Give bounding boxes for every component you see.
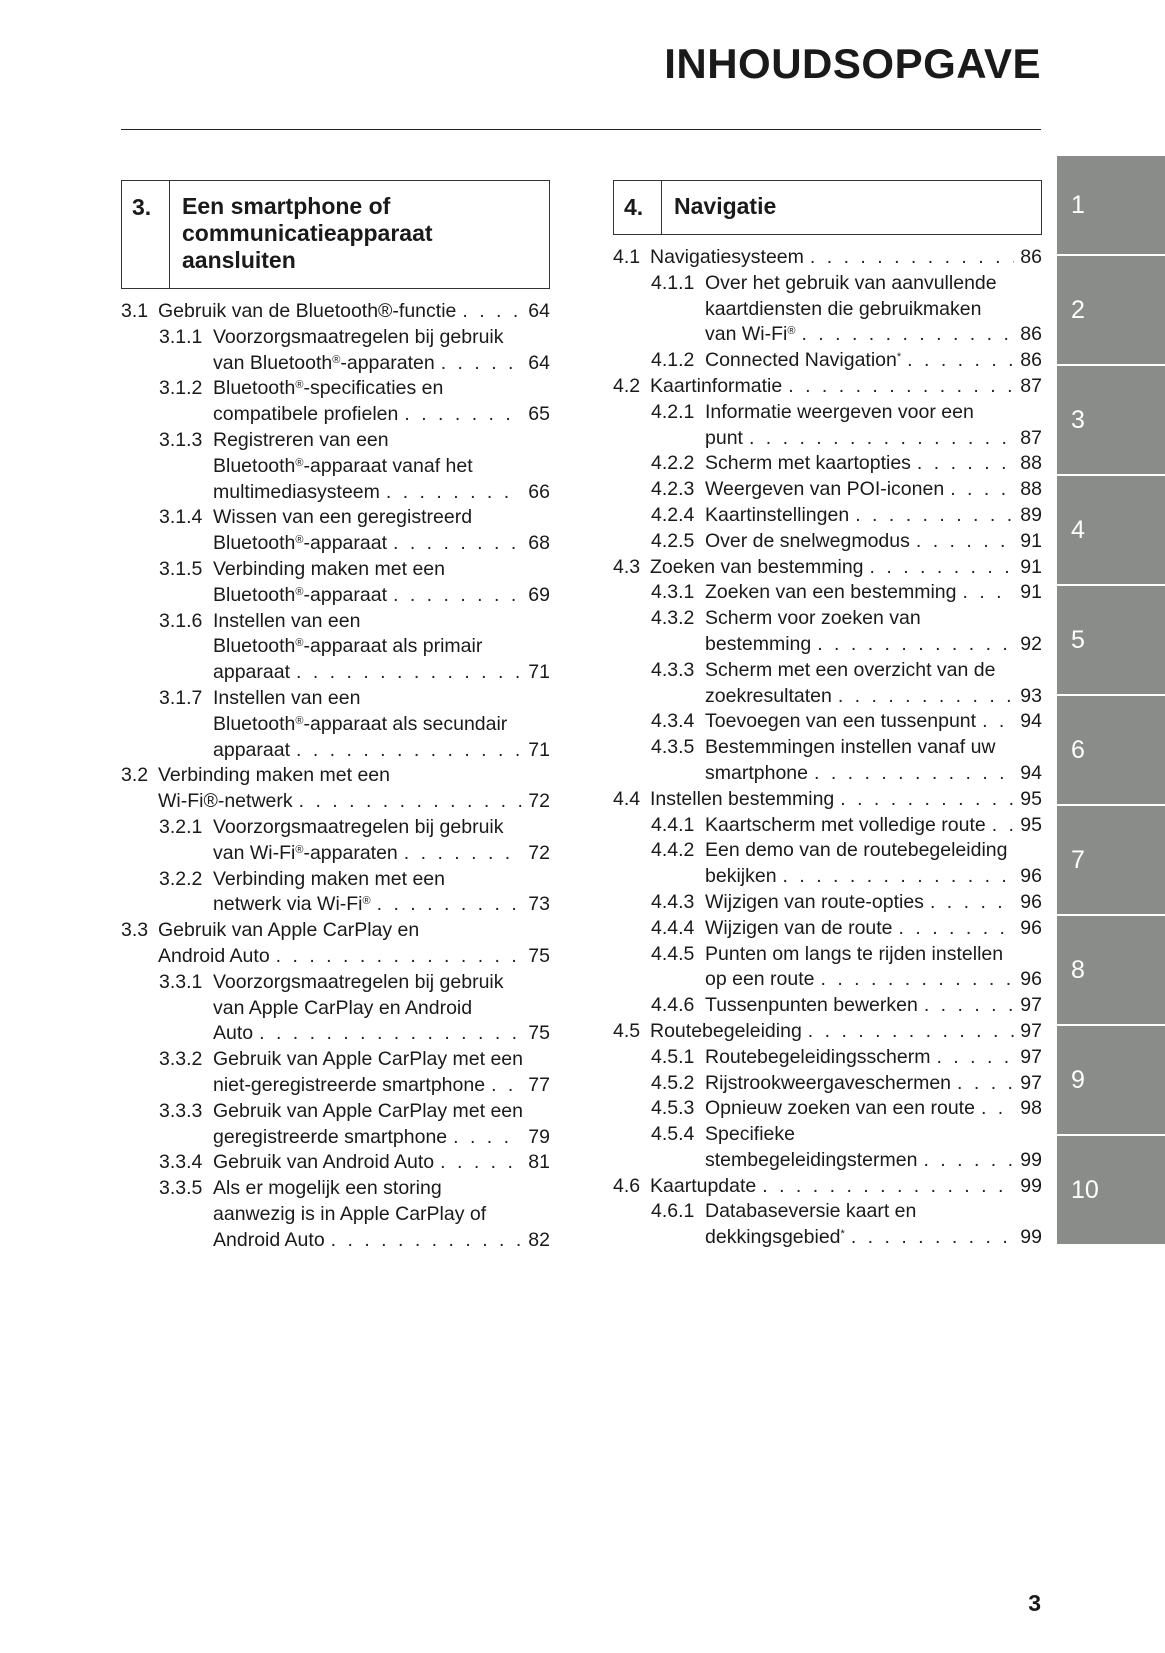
toc-entry-text: netwerk via Wi-Fi® <box>213 893 371 916</box>
toc-entry-text: Verbinding maken met een <box>213 867 445 890</box>
toc-entry-number: 4.2.5 <box>651 529 695 552</box>
toc-entry-page: 96 <box>1020 890 1042 913</box>
toc-entry-page: 65 <box>528 403 550 426</box>
toc-entry-number: 4.4.4 <box>651 916 695 939</box>
toc-entry-text: van Wi-Fi®-apparaten <box>213 841 398 864</box>
toc-entry[interactable] <box>613 555 1042 581</box>
dot-leader <box>992 813 1015 839</box>
toc-entry-text: van Apple CarPlay en Android <box>213 996 473 1019</box>
toc-entry[interactable] <box>613 993 1042 1019</box>
toc-entry[interactable] <box>121 325 550 377</box>
toc-entry-text: Connected Navigation* <box>705 349 902 372</box>
toc-entry[interactable] <box>613 529 1042 555</box>
toc-entry-text: dekkingsgebied* <box>705 1226 845 1249</box>
toc-entry-number: 4.4.3 <box>651 890 695 913</box>
dot-leader <box>814 761 1014 787</box>
toc-entry[interactable] <box>121 609 550 686</box>
chapter-tab-7[interactable]: 7 <box>1057 806 1165 914</box>
toc-entry-number: 4.6.1 <box>651 1200 695 1223</box>
dot-leader <box>749 426 1014 452</box>
toc-entry-number: 4.3.3 <box>651 658 695 681</box>
toc-entry-page: 87 <box>1020 426 1042 449</box>
dot-leader <box>404 841 523 867</box>
toc-entry-number: 3.3.2 <box>159 1048 203 1071</box>
toc-entry-number: 3.3 <box>121 919 149 942</box>
toc-entry-text: Kaartscherm met volledige route <box>705 813 986 836</box>
toc-entry-text: Scherm voor zoeken van <box>705 607 921 630</box>
toc-entry[interactable] <box>613 1174 1042 1200</box>
toc-entry-text: Een demo van de routebegeleiding <box>705 839 1008 862</box>
toc-entry[interactable] <box>613 245 1042 271</box>
toc-entry-number: 4.3 <box>613 555 641 578</box>
toc-entry[interactable] <box>613 374 1042 400</box>
toc-entry-text: Bluetooth®-apparaat <box>213 583 387 606</box>
toc-entry-number: 3.1 <box>121 300 149 322</box>
toc-entry[interactable] <box>613 838 1042 890</box>
dot-leader <box>783 864 1015 890</box>
toc-entry[interactable] <box>613 890 1042 916</box>
toc-entry-number: 4.2.3 <box>651 478 695 501</box>
toc-entry[interactable] <box>613 787 1042 813</box>
toc-entry-text: Kaartupdate <box>650 1174 757 1197</box>
chapter-tab-4[interactable]: 4 <box>1057 476 1165 584</box>
toc-entry-text: compatibele profielen <box>213 403 399 426</box>
toc-entry-number: 3.3.5 <box>159 1177 203 1200</box>
toc-entry[interactable] <box>613 400 1042 452</box>
toc-entry-page: 95 <box>1020 787 1042 810</box>
toc-entry-page: 94 <box>1020 710 1042 733</box>
toc-entry[interactable] <box>121 918 550 970</box>
toc-entry-text: Instellen bestemming <box>650 787 835 810</box>
toc-entry[interactable] <box>121 815 550 867</box>
dot-leader <box>821 967 1015 993</box>
toc-entry-page: 64 <box>528 300 550 322</box>
toc-entry-number: 4.5.3 <box>651 1097 695 1120</box>
dot-leader <box>930 890 1014 916</box>
chapter-tab-2[interactable]: 2 <box>1057 256 1165 364</box>
dot-leader <box>453 1125 522 1151</box>
toc-entry-page: 66 <box>528 480 550 503</box>
toc-entry-page: 86 <box>1020 246 1042 268</box>
toc-entry-number: 4.4.2 <box>651 839 695 862</box>
toc-entry-number: 3.2.1 <box>159 815 203 838</box>
toc-entry-text: Rijstrookweergaveschermen <box>705 1071 952 1094</box>
toc-entry[interactable] <box>121 1047 550 1099</box>
toc-entry-text: Opnieuw zoeken van een route <box>705 1097 975 1120</box>
toc-entry-page: 95 <box>1020 813 1042 836</box>
toc-entry-text: Bestemmingen instellen vanaf uw <box>705 736 996 759</box>
toc-entry[interactable] <box>121 686 550 763</box>
toc-entry-text: Bluetooth®-apparaat <box>213 532 387 555</box>
toc-entry-text: Wissen van een geregistreerd <box>213 506 473 529</box>
toc-entry-page: 75 <box>528 944 550 967</box>
dot-leader <box>855 503 1014 529</box>
toc-entry[interactable] <box>613 1045 1042 1071</box>
toc-entry-text: Punten om langs te rijden instellen <box>705 942 1004 965</box>
toc-entry-number: 3.1.6 <box>159 609 203 632</box>
toc-entry[interactable] <box>613 477 1042 503</box>
toc-entry-page: 97 <box>1020 1045 1042 1068</box>
toc-entry-text: Wijzigen van de route <box>705 916 893 939</box>
toc-entry-number: 4.3.2 <box>651 607 695 630</box>
toc-entry-text: Wijzigen van route-opties <box>705 890 924 913</box>
toc-entry-page: 91 <box>1020 555 1042 578</box>
toc-entry-number: 3.1.5 <box>159 557 203 580</box>
toc-entry[interactable] <box>613 709 1042 735</box>
toc-entry[interactable] <box>613 503 1042 529</box>
dot-leader <box>840 787 1014 813</box>
toc-entry-number: 4.6 <box>613 1174 641 1197</box>
toc-column-left <box>121 180 550 1253</box>
toc-entry-number: 4.2.4 <box>651 503 695 526</box>
toc-entry-text: Over de snelwegmodus <box>705 529 910 552</box>
toc-entries <box>121 299 550 1253</box>
toc-entry-page: 68 <box>528 532 550 555</box>
dot-leader <box>491 1073 522 1099</box>
toc-entry-page: 99 <box>1020 1148 1042 1171</box>
toc-entry[interactable] <box>121 557 550 609</box>
dot-leader <box>917 451 1014 477</box>
toc-entry-text: Auto <box>213 1022 254 1045</box>
toc-entry-number: 4.5.2 <box>651 1071 695 1094</box>
toc-entry[interactable] <box>613 1096 1042 1122</box>
toc-entry-text: Routebegeleiding <box>650 1019 802 1042</box>
toc-entry-text: aanwezig is in Apple CarPlay of <box>213 1202 487 1225</box>
dot-leader <box>817 632 1014 658</box>
dot-leader <box>331 1228 523 1254</box>
toc-entry-number: 3.2.2 <box>159 867 203 890</box>
chapter-tab-6[interactable]: 6 <box>1057 696 1165 804</box>
toc-entry-number: 4.3.4 <box>651 710 695 733</box>
toc-entry-page: 86 <box>1020 323 1042 346</box>
dot-leader <box>810 245 1014 271</box>
dot-leader <box>923 1148 1014 1174</box>
toc-entry-text: niet-geregistreerde smartphone <box>213 1073 486 1096</box>
toc-entry-text: kaartdiensten die gebruikmaken <box>705 297 982 320</box>
dot-leader <box>393 531 522 557</box>
toc-entry[interactable] <box>121 1099 550 1151</box>
toc-entry-text: Specifieke <box>705 1123 795 1146</box>
toc-entry[interactable] <box>613 1071 1042 1097</box>
toc-entry[interactable] <box>613 916 1042 942</box>
toc-entry[interactable] <box>613 1199 1042 1251</box>
chapter-title <box>170 181 443 288</box>
dot-leader <box>462 299 522 325</box>
toc-entry[interactable] <box>121 1150 550 1176</box>
toc-entry-number: 3.1.2 <box>159 377 203 400</box>
toc-entry-text: Als er mogelijk een storing <box>213 1177 442 1200</box>
toc-entry-page: 96 <box>1020 916 1042 939</box>
toc-entry-text: bekijken <box>705 865 777 888</box>
toc-entry-text: Routebegeleidingsscherm <box>705 1045 931 1068</box>
dot-leader <box>788 374 1014 400</box>
dot-leader <box>916 529 1014 555</box>
toc-entry-page: 98 <box>1020 1097 1042 1120</box>
toc-entry-number: 3.1.3 <box>159 428 203 451</box>
toc-entry-number: 4.5 <box>613 1019 641 1042</box>
toc-entry-number: 3.1.7 <box>159 686 203 709</box>
toc-entry-number: 3.1.4 <box>159 506 203 529</box>
toc-entry-text: Bluetooth®-apparaat als secundair <box>213 712 508 735</box>
toc-entry-text: Kaartinstellingen <box>705 503 850 526</box>
toc-entry-text: van Wi-Fi® <box>705 323 796 346</box>
dot-leader <box>296 660 522 686</box>
toc-entry-page: 97 <box>1020 1071 1042 1094</box>
toc-entry-text: Zoeken van bestemming <box>650 555 864 578</box>
chapter-tab-3[interactable]: 3 <box>1057 366 1165 474</box>
toc-entry-number: 4.1.2 <box>651 349 695 372</box>
toc-column-right <box>613 180 1042 1251</box>
toc-entry-number: 4.1.1 <box>651 271 695 294</box>
toc-entry-text: Tussenpunten bewerken <box>705 994 918 1017</box>
chapter-tab-5[interactable]: 5 <box>1057 586 1165 694</box>
toc-entry[interactable] <box>121 970 550 1047</box>
toc-entry-text: Android Auto <box>213 1228 325 1251</box>
toc-entry-text: stembegeleidingstermen <box>705 1148 918 1171</box>
toc-entry-page: 86 <box>1020 349 1042 372</box>
toc-entry[interactable] <box>121 1176 550 1253</box>
toc-entry-text: Registreren van een <box>213 428 389 451</box>
toc-entry[interactable] <box>613 813 1042 839</box>
dot-leader <box>851 1225 1014 1251</box>
toc-entry-number: 4.3.5 <box>651 736 695 759</box>
chapter-title-line: communicatieapparaat <box>182 220 433 246</box>
toc-entry-text: smartphone <box>705 761 808 784</box>
toc-entry-text: Android Auto <box>158 944 270 967</box>
toc-entry-number: 4.4.6 <box>651 994 695 1017</box>
toc-entry-text: Verbinding maken met een <box>158 764 390 787</box>
toc-entry-page: 82 <box>528 1228 550 1251</box>
toc-entry[interactable] <box>121 376 550 428</box>
toc-entry-text: Verbinding maken met een <box>213 557 445 580</box>
toc-entry-page: 96 <box>1020 865 1042 888</box>
chapter-tab-9[interactable]: 9 <box>1057 1026 1165 1134</box>
toc-entry-text: Databaseversie kaart en <box>705 1200 917 1223</box>
toc-entry-text: Informatie weergeven voor een <box>705 400 974 423</box>
toc-entry-page: 88 <box>1020 478 1042 501</box>
chapter-heading-4 <box>613 180 1042 235</box>
toc-entry-page: 97 <box>1020 1019 1042 1042</box>
toc-entry-text: Bluetooth®-specificaties en <box>213 377 444 400</box>
toc-entry-number: 3.3.4 <box>159 1151 203 1174</box>
toc-entry-number: 3.3.1 <box>159 970 203 993</box>
toc-entry-number: 4.4.5 <box>651 942 695 965</box>
toc-entries <box>613 245 1042 1251</box>
toc-entry-text: Scherm met een overzicht van de <box>705 658 996 681</box>
chapter-tab-8[interactable]: 8 <box>1057 916 1165 1024</box>
toc-entry-text: multimediasysteem <box>213 480 380 503</box>
dot-leader <box>296 738 522 764</box>
toc-entry-page: 88 <box>1020 452 1042 475</box>
dot-leader <box>982 709 1014 735</box>
toc-entry-number: 4.2.1 <box>651 400 695 423</box>
toc-entry-text: Bluetooth®-apparaat vanaf het <box>213 454 473 477</box>
toc-entry-page: 72 <box>528 790 550 813</box>
toc-entry-text: Toevoegen van een tussenpunt <box>705 710 977 733</box>
toc-entry-text: apparaat <box>213 738 290 761</box>
toc-entry[interactable] <box>613 942 1042 994</box>
chapter-title-line: aansluiten <box>182 247 296 273</box>
chapter-number: 4. <box>614 181 662 234</box>
toc-entry-text: Wi-Fi®-netwerk <box>158 790 293 813</box>
toc-entry[interactable] <box>613 348 1042 374</box>
toc-entry-text: Gebruik van Apple CarPlay en <box>158 919 420 942</box>
page-title: INHOUDSOPGAVE <box>664 40 1041 87</box>
toc-entry[interactable] <box>613 1019 1042 1045</box>
toc-entry-number: 3.2 <box>121 764 149 787</box>
toc-entry-page: 93 <box>1020 684 1042 707</box>
toc-entry-text: Weergeven van POI-iconen <box>705 478 945 501</box>
chapter-title-line: Een smartphone of <box>182 193 391 219</box>
toc-entry-text: apparaat <box>213 661 290 684</box>
toc-entry-text: punt <box>705 426 743 449</box>
toc-entry-page: 77 <box>528 1073 550 1096</box>
toc-entry-page: 71 <box>528 661 550 684</box>
toc-entry-page: 69 <box>528 583 550 606</box>
dot-leader <box>838 684 1014 710</box>
toc-entry-text: Bluetooth®-apparaat als primair <box>213 635 483 658</box>
toc-entry[interactable] <box>613 735 1042 787</box>
toc-entry-text: Voorzorgsmaatregelen bij gebruik <box>213 815 504 838</box>
toc-entry-page: 87 <box>1020 374 1042 397</box>
toc-entry-page: 92 <box>1020 632 1042 655</box>
dot-leader <box>870 555 1015 581</box>
dot-leader <box>259 1021 522 1047</box>
toc-entry[interactable] <box>121 763 550 815</box>
toc-entry-text: zoekresultaten <box>705 684 832 707</box>
toc-entry-number: 4.5.4 <box>651 1123 695 1146</box>
toc-entry-text: Voorzorgsmaatregelen bij gebruik <box>213 970 504 993</box>
toc-entry-text: Zoeken van een bestemming <box>705 581 957 604</box>
dot-leader <box>276 944 523 970</box>
toc-entry-page: 91 <box>1020 581 1042 604</box>
toc-entry-number: 4.3.1 <box>651 581 695 604</box>
toc-entry-page: 96 <box>1020 968 1042 991</box>
header-divider <box>121 129 1041 130</box>
toc-entry-text: Instellen van een <box>213 609 361 632</box>
toc-entry-text: Gebruik van Apple CarPlay met een <box>213 1048 524 1071</box>
toc-entry-number: 4.2 <box>613 374 641 397</box>
dot-leader <box>762 1174 1014 1200</box>
toc-entry[interactable] <box>121 867 550 919</box>
toc-entry[interactable] <box>613 451 1042 477</box>
toc-entry-text: Gebruik van Apple CarPlay met een <box>213 1099 524 1122</box>
toc-entry-text: bestemming <box>705 632 812 655</box>
dot-leader <box>981 1096 1014 1122</box>
toc-entry[interactable] <box>121 299 550 325</box>
toc-entry-page: 79 <box>528 1125 550 1148</box>
toc-entry-page: 71 <box>528 738 550 761</box>
toc-entry-page: 94 <box>1020 761 1042 784</box>
chapter-tab-10[interactable]: 10 <box>1057 1136 1165 1244</box>
toc-entry-text: Over het gebruik van aanvullende <box>705 271 997 294</box>
toc-entry-text: van Bluetooth®-apparaten <box>213 351 435 374</box>
dot-leader <box>393 583 522 609</box>
toc-entry-page: 75 <box>528 1022 550 1045</box>
toc-entry-page: 91 <box>1020 529 1042 552</box>
toc-entry-page: 89 <box>1020 503 1042 526</box>
toc-entry-text: Instellen van een <box>213 686 361 709</box>
chapter-number: 3. <box>122 181 170 288</box>
toc-entry[interactable] <box>613 1122 1042 1174</box>
toc-entry-number: 4.2.2 <box>651 452 695 475</box>
toc-entry-text: Gebruik van Android Auto <box>213 1151 435 1174</box>
toc-entry-text: op een route <box>705 968 815 991</box>
toc-entry-page: 97 <box>1020 994 1042 1017</box>
page-number: 3 <box>1028 1590 1041 1616</box>
chapter-tab-1[interactable]: 1 <box>1057 156 1165 254</box>
dot-leader <box>950 477 1014 503</box>
dot-leader <box>957 1071 1014 1097</box>
chapter-title-line: Navigatie <box>674 193 777 219</box>
dot-leader <box>924 993 1014 1019</box>
toc-entry-page: 64 <box>528 351 550 374</box>
toc-entry-number: 4.4 <box>613 787 641 810</box>
toc-entry-page: 99 <box>1020 1226 1042 1249</box>
dot-leader <box>801 322 1014 348</box>
dot-leader <box>899 916 1015 942</box>
toc-entry-page: 99 <box>1020 1174 1042 1197</box>
toc-entry[interactable] <box>121 428 550 505</box>
toc-entry-page: 72 <box>528 841 550 864</box>
dot-leader <box>808 1019 1015 1045</box>
chapter-title <box>662 181 786 234</box>
toc-entry-page: 81 <box>528 1151 550 1174</box>
dot-leader <box>962 580 1014 606</box>
toc-entry-number: 3.1.1 <box>159 325 203 348</box>
toc-entry-text: Gebruik van de Bluetooth®-functie <box>158 300 457 322</box>
dot-leader <box>386 480 522 506</box>
toc-entry-text: Scherm met kaartopties <box>705 452 911 475</box>
toc-entry[interactable] <box>613 580 1042 606</box>
dot-leader <box>441 351 523 377</box>
toc-entry-number: 4.4.1 <box>651 813 695 836</box>
dot-leader <box>377 892 523 918</box>
dot-leader <box>404 402 522 428</box>
toc-entry[interactable] <box>613 606 1042 658</box>
toc-entry-page: 73 <box>528 893 550 916</box>
dot-leader <box>440 1150 522 1176</box>
dot-leader <box>936 1045 1014 1071</box>
chapter-tabs <box>1057 156 1165 1246</box>
toc-entry[interactable] <box>613 271 1042 348</box>
toc-entry-text: geregistreerde smartphone <box>213 1125 448 1148</box>
toc-entry[interactable] <box>121 505 550 557</box>
chapter-heading-3 <box>121 180 550 289</box>
toc-entry-number: 4.1 <box>613 246 641 268</box>
toc-entry[interactable] <box>613 658 1042 710</box>
dot-leader <box>907 348 1014 374</box>
toc-entry-number: 4.5.1 <box>651 1045 695 1068</box>
toc-entry-text: Voorzorgsmaatregelen bij gebruik <box>213 325 504 348</box>
dot-leader <box>299 789 523 815</box>
toc-entry-text: Kaartinformatie <box>650 374 783 397</box>
toc-entry-text: Navigatiesysteem <box>650 246 804 268</box>
toc-entry-number: 3.3.3 <box>159 1099 203 1122</box>
